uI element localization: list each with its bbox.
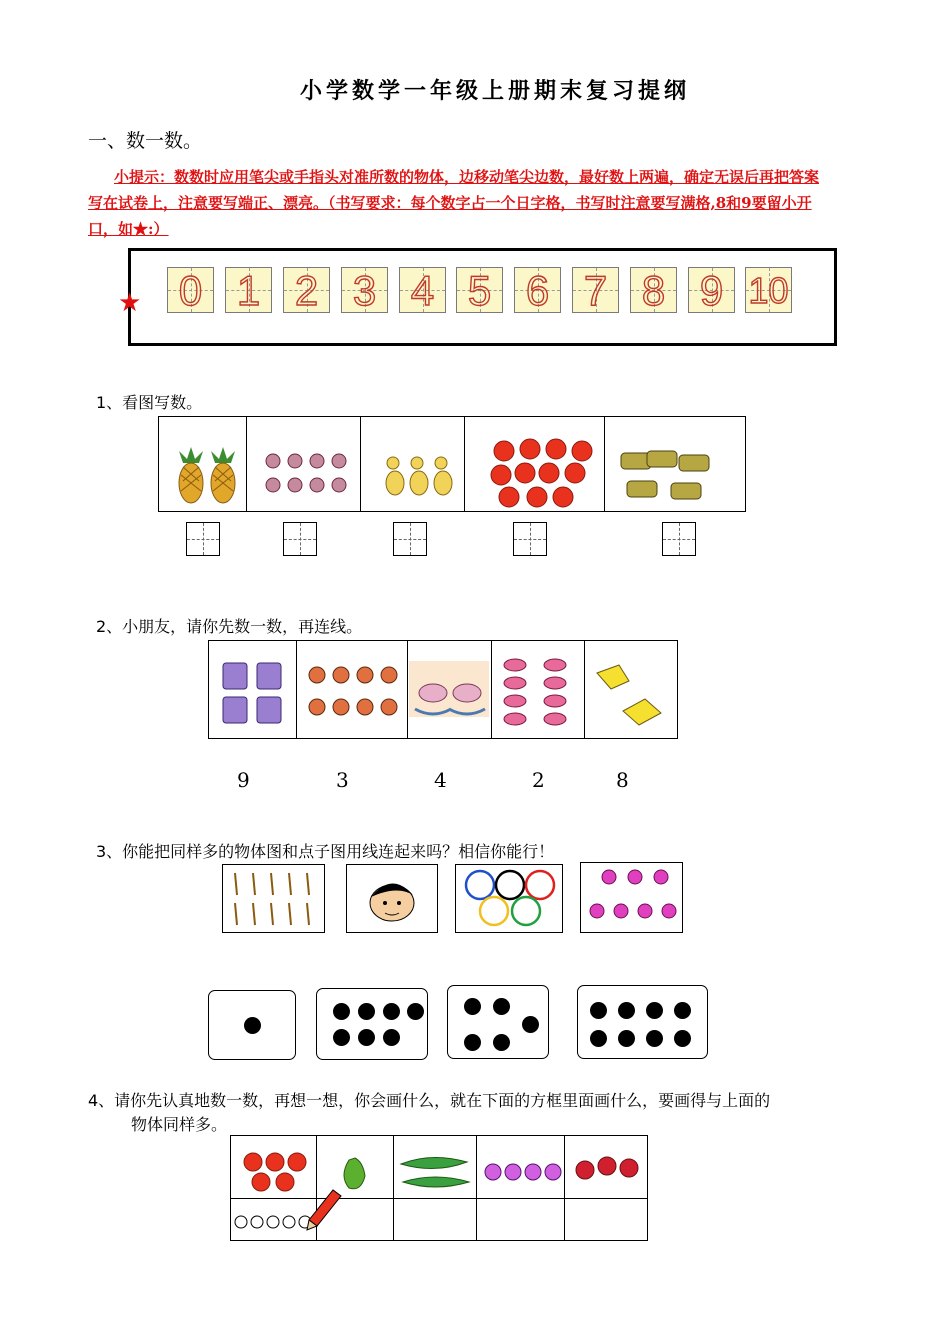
answer-box[interactable] (393, 522, 427, 556)
q4-pictures (231, 1136, 649, 1242)
pepper-icon (344, 1158, 365, 1189)
question-2-label: 2、小朋友，请你先数一数，再连线。 (96, 617, 363, 636)
boy-face-icon (347, 865, 437, 932)
number-label: 2 (532, 768, 545, 792)
answer-box[interactable] (513, 522, 547, 556)
roses-picture (580, 862, 683, 933)
dot-card-1 (208, 990, 296, 1060)
answer-box[interactable] (186, 522, 220, 556)
hint-line-3: 口，如★:） (88, 220, 169, 238)
tomato-icon (491, 439, 592, 507)
wheat-icon (223, 865, 324, 932)
hint-line-1: 小提示：数数时应用笔尖或手指头对准所数的物体，边移动笔尖边数，最好数上两遍，确定无误后再把答案 (114, 168, 820, 186)
digit-cell: 0 (167, 267, 214, 313)
question-3-label: 3、你能把同样多的物体图和点子图用线连起来吗？相信你能行！ (96, 842, 555, 861)
cup-icon (223, 663, 281, 723)
star-icon: ★ (118, 288, 142, 318)
digit-cell: 7 (572, 267, 619, 313)
radish-icon (576, 1157, 638, 1179)
q1-picture-table (158, 416, 746, 512)
question-4-label: 4、请你先认真地数一数，再想一想，你会画什么，就在下面的方框里面画什么，要画得与上面的 (88, 1091, 771, 1110)
ox-icon (621, 451, 709, 499)
hint-line-2: 写在试卷上，注意要写端正、漂亮。（书写要求：每个数字占一个日字格，书写时注意要写满格,8和9要留小开 (88, 194, 812, 212)
tomato-icon (244, 1153, 306, 1191)
digit-cell: 1 (225, 267, 272, 313)
dot-card-5 (447, 985, 549, 1059)
answer-box[interactable] (662, 522, 696, 556)
digit-cell: 3 (341, 267, 388, 313)
digit-cell: 6 (514, 267, 561, 313)
rose-icon (581, 863, 682, 932)
circle-placeholder-icon (235, 1216, 311, 1228)
number-label: 9 (237, 768, 250, 792)
question-4-label-cont: 物体同样多。 (131, 1115, 228, 1134)
bird-icon (597, 665, 661, 725)
pineapple-icon (179, 447, 235, 503)
olympic-rings-icon (456, 865, 562, 932)
q4-drawing-table (230, 1135, 648, 1241)
wheat-picture (222, 864, 325, 933)
section-heading: 一、数一数。 (88, 130, 203, 152)
digit-cell: 5 (456, 267, 503, 313)
cucumber-icon (401, 1157, 469, 1187)
dot-card-7 (316, 988, 428, 1060)
number-label: 3 (336, 768, 349, 792)
page-title: 小学数学一年级上册期末复习提纲 (299, 78, 690, 104)
answer-box[interactable] (283, 522, 317, 556)
digit-cell: 8 (630, 267, 677, 313)
fish-icon (504, 659, 566, 725)
digit-sample-box (128, 248, 837, 346)
flower-icon (266, 454, 346, 492)
digit-cell: 4 (399, 267, 446, 313)
rocking-horse-icon (409, 661, 489, 717)
pencil-icon (307, 1190, 341, 1230)
rings-picture (455, 864, 563, 933)
q2-picture-table (208, 640, 678, 739)
digit-cell: 2 (283, 267, 330, 313)
number-label: 8 (616, 768, 629, 792)
number-label: 4 (434, 768, 447, 792)
duck-icon (386, 457, 452, 495)
flower-icon (485, 1164, 561, 1180)
question-1-label: 1、看图写数。 (96, 393, 203, 412)
q2-pictures (209, 641, 679, 740)
snail-icon (309, 667, 397, 715)
q1-pictures (159, 417, 747, 513)
hint-text (88, 164, 910, 242)
digit-cell: 10 (745, 267, 792, 313)
boy-picture (346, 864, 438, 933)
dot-card-8 (577, 985, 708, 1059)
digit-cell: 9 (688, 267, 735, 313)
